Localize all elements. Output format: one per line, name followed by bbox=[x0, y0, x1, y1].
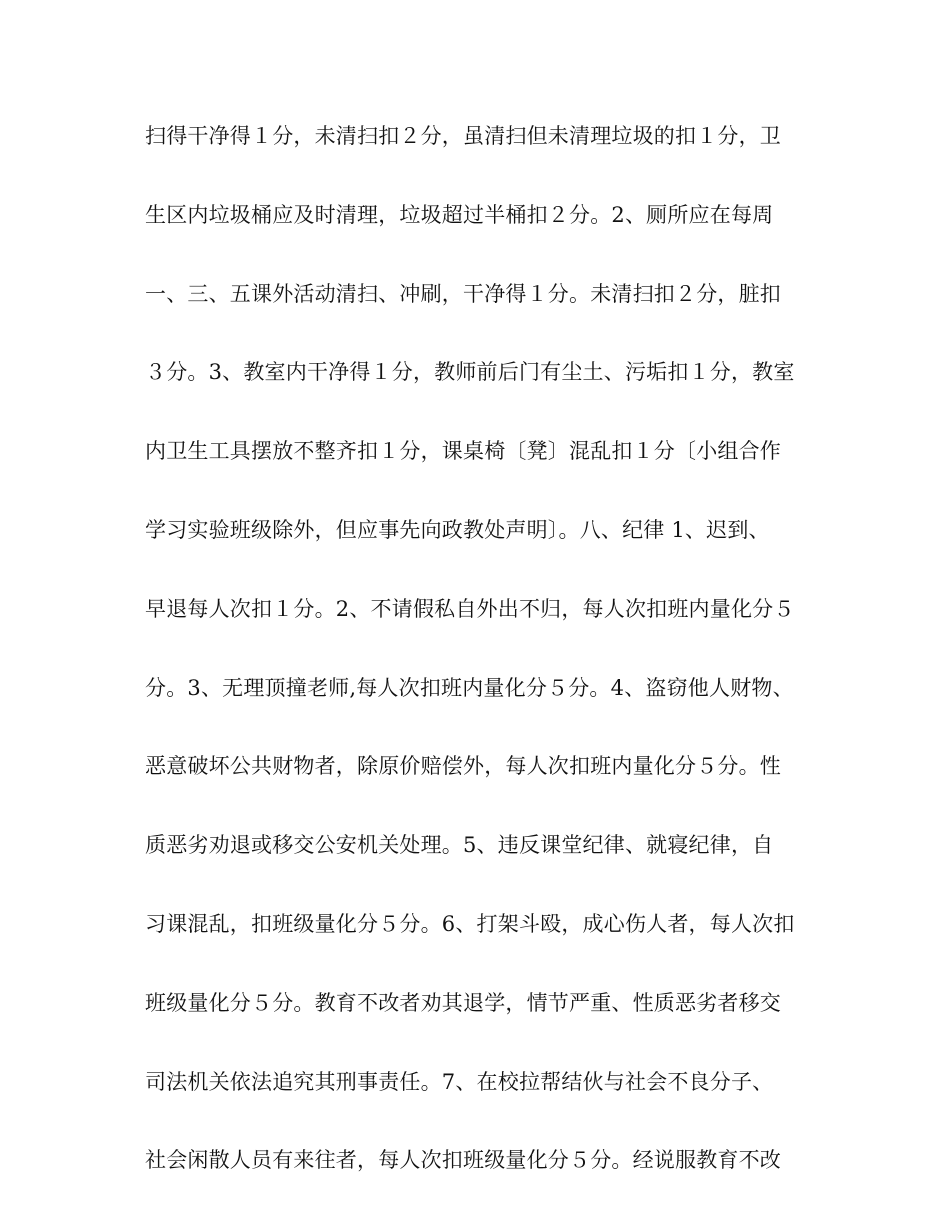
text-line: 内卫生工具摆放不整齐扣１分，课桌椅〔凳〕混乱扣１分〔小组合作 bbox=[145, 439, 781, 464]
text-line: 学习实验班级除外，但应事先向政教处声明〕。八、纪律 1、迟到、 bbox=[145, 517, 770, 542]
text-line: ３分。3、教室内干净得１分，教师前后门有尘土、污垢扣１分，教室 bbox=[145, 360, 795, 385]
body-text bbox=[145, 123, 825, 1226]
text-line: 班级量化分５分。教育不改者劝其退学，情节严重、性质恶劣者移交 bbox=[145, 990, 781, 1015]
text-line: 一、三、五课外活动清扫、冲刷，干净得１分。未清扫扣２分，脏扣 bbox=[145, 281, 781, 306]
text-line: 分。3、无理顶撞老师,每人次扣班内量化分５分。4、盗窃他人财物、 bbox=[145, 675, 794, 700]
text-line: 司法机关依法追究其刑事责任。7、在校拉帮结伙与社会不良分子、 bbox=[145, 1069, 774, 1094]
text-line: 质恶劣劝退或移交公安机关处理。5、违反课堂纪律、就寝纪律，自 bbox=[145, 833, 774, 858]
text-line: 扫得干净得１分，未清扫扣２分，虽清扫但未清理垃圾的扣１分，卫 bbox=[145, 124, 781, 148]
text-line: 社会闲散人员有来往者，每人次扣班级量化分５分。经说服教育不改 bbox=[145, 1148, 781, 1173]
text-line: 生区内垃圾桶应及时清理，垃圾超过半桶扣２分。2、厕所应在每周 bbox=[145, 202, 774, 227]
text-line: 早退每人次扣１分。2、不请假私自外出不归，每人次扣班内量化分５ bbox=[145, 596, 795, 621]
text-line: 习课混乱，扣班级量化分５分。6、打架斗殴，成心伤人者，每人次扣 bbox=[145, 911, 795, 936]
text-line: 恶意破坏公共财物者，除原价赔偿外，每人次扣班内量化分５分。性 bbox=[145, 754, 781, 779]
